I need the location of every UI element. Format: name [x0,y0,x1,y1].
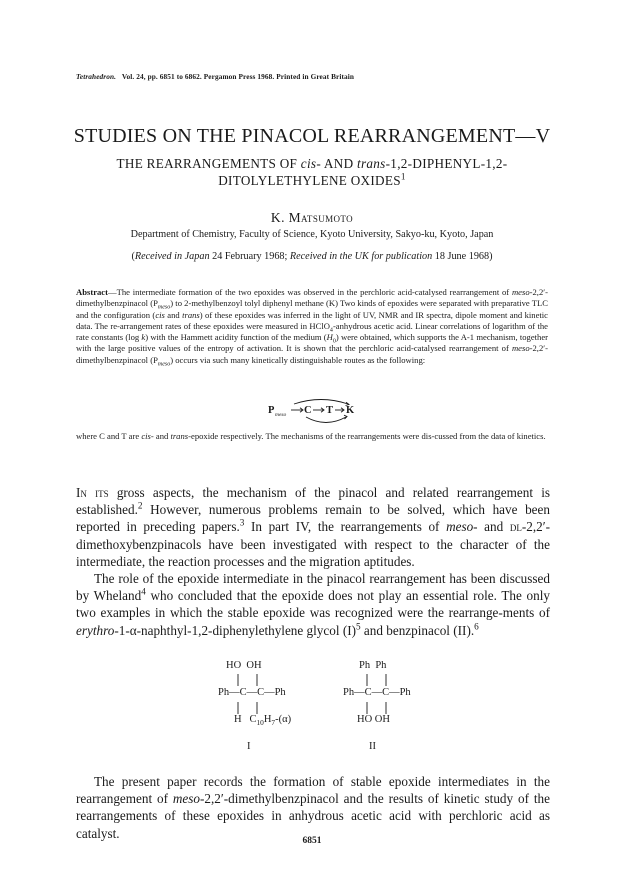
paper-subtitle [72,155,552,189]
abstract-label: Abstract [76,287,108,297]
footnote-ref: 4 [141,586,146,597]
structure-II-bottom: HO OH [357,714,390,725]
structure-I-sub: 10 [256,718,264,728]
received-date-2: 18 June 1968 [432,251,490,262]
abstract-text: and [164,309,183,320]
page-number: 6851 [302,836,322,846]
body-text: who concluded that the epoxide does not play an essential role. The only two examples in which the stable epoxide was recognized were the rearrange-ments of [76,588,550,621]
author [60,210,564,226]
abstract-text: where C and T are [76,431,142,441]
scheme-k: K [346,405,355,416]
structure-I-h: H [263,714,272,725]
body-paragraph-3 [76,773,550,842]
abstract [76,287,548,366]
body-text: gross aspects, the mechanism of the pinacol and related rearrangement is established. [76,485,550,518]
body-text: In part IV, the rearrangements of [244,519,447,535]
body-italic: meso [172,791,201,807]
body-dl: dl [509,519,522,535]
reaction-scheme [266,397,366,429]
structure-I-top: HO OH [226,660,262,671]
received-dates: (Received in Japan 24 February 1968; Received in the UK for publication 18 June 1968) [131,251,493,262]
abstract-cis: cis- [141,431,154,441]
structure-II-label: II [369,741,376,752]
body-text: The role of the epoxide intermediate in the pinacol rearrangement has been discussed by Wheland [76,571,550,604]
abstract-text: ) were obtained, which supports the A-1 mechanism, together with the large positive values of the entropy of activation. It is shown that the perchloric acid-catalysed rearrangement of [76,332,548,354]
abstract-text: epoxide respectively. The mechanisms of the rearrangements were dis-cussed from the data of kinetics. [191,431,546,441]
scheme-arc-top [294,400,348,405]
structure-I-alpha: -(α) [275,714,292,725]
abstract-continuation [76,431,548,442]
abstract-text: -2,2′-dimethylbenzpinacol (P [76,287,548,309]
abstract-text: —The intermediate formation of the two epoxides was observed in the perchloric acid-catalysed rearrangement of [107,287,512,297]
abstract-trans: trans- [170,431,191,441]
structure-II-middle: Ph—C—C—Ph [343,687,411,698]
abstract-text: ) to 2-methylbenzoyl tolyl diphenyl methane (K) Two kinds of epoxides were separated with preparative TLC and the configuration ( [76,298,549,320]
received-date-1: 24 February 1968; [209,251,290,262]
journal-header [76,72,354,81]
body-italic: erythro [76,622,115,638]
abstract-h0-sub: 0 [332,338,336,345]
structure-I-middle: Ph—C—C—Ph [218,687,286,698]
body-text: However, numerous problems remain to be solved, which have been reported in preceding papers. [76,502,550,535]
subtitle-prefix: THE REARRANGEMENTS OF [116,156,301,171]
abstract-trans: trans [182,309,200,320]
scheme-arc-bottom [306,417,346,423]
affiliation: Department of Chemistry, Faculty of Science, Kyoto University, Sakyo-ku, Kyoto, Japan [130,229,494,240]
body-italic: meso- [446,519,478,535]
scheme-t: T [326,405,334,416]
received-label-1: Received in Japan [134,251,210,262]
author-initial: K. [270,210,289,225]
body-text: and [477,519,510,535]
received-label-2: Received in the UK for publication [289,251,433,262]
body-paragraph-1 [76,484,550,570]
structure-I-bottom-text: H C [234,714,257,725]
abstract-text: and [153,431,171,441]
abstract-meso: meso [511,287,530,297]
footnote-ref: 2 [137,500,143,511]
body-text: -1-α-naphthyl-1,2-diphenylethylene glycol (I) [114,622,356,638]
abstract-sub-4: 4 [329,327,333,334]
subtitle-middle: AND [321,156,357,171]
subtitle-trans: trans- [356,156,391,171]
footnote-ref: 3 [239,518,245,529]
abstract-meso: meso [511,343,530,354]
abstract-h0: H [326,332,333,343]
journal-details: Vol. 24, pp. 6851 to 6862. Pergamon Press 1968. Printed in Great Britain [121,72,355,81]
abstract-sub-meso: meso [157,305,171,312]
abstract-text: ) with the Hammett acidity function of the medium ( [145,332,327,343]
scheme-c: C [304,405,312,416]
abstract-k: k [141,332,146,343]
journal-name: Tetrahedron. [76,72,117,81]
scheme-p-sub: meso [275,412,287,418]
author-name: Matsumoto [288,210,354,225]
scheme-p: P [268,405,275,416]
body-text: and benzpinacol (II). [360,622,475,638]
structure-II-top: Ph Ph [359,660,387,671]
abstract-text: -anhydrous acetic acid. Linear correlations of logarithm of the rate constants (log [76,320,548,343]
paper-title: STUDIES ON THE PINACOL REARRANGEMENT—V [73,125,551,147]
subtitle-suffix: 1,2-DIPHENYL-1,2- [390,156,508,171]
subtitle-footnote-ref: 1 [400,171,406,182]
structure-I-sub: 7 [271,718,276,728]
body-text: The present paper records the formation of stable epoxide intermediates in the rearrangement of [76,774,550,807]
footnote-ref: 6 [474,621,479,632]
dropcap-words: In its [76,485,109,500]
body-text: -2,2′-dimethylbenzpinacol and the results of kinetic study of the rearrangements of these epoxides in anhydrous acetic acid with perchloric acid as catalyst. [76,791,550,841]
abstract-cis: cis [155,309,165,320]
body-text: -2,2′-dimethoxybenzpinacols have been investigated with respect to the character of the intermediate, the reaction processes and the migration aptitudes. [76,519,550,569]
body-paragraph-2 [76,570,550,639]
subtitle-cis: cis- [300,156,322,171]
abstract-text: -2,2′-dimethylbenzpinacol (P [76,343,548,365]
subtitle-line2: DITOLYLETHYLENE OXIDES [218,173,401,188]
abstract-text: ) occurs via such many kinetically distinguishable routes as the following: [170,354,426,365]
abstract-text: ) of these epoxides was inferred in the light of UV, NMR and IR spectra, dipole moment and kinetic data. The re-arrangement rates of these epoxides were measured in HClO [76,309,548,331]
structure-I-label: I [247,741,251,752]
structure-I-bottom [234,713,291,726]
abstract-sub-meso: meso [157,361,171,368]
footnote-ref: 5 [356,621,361,632]
